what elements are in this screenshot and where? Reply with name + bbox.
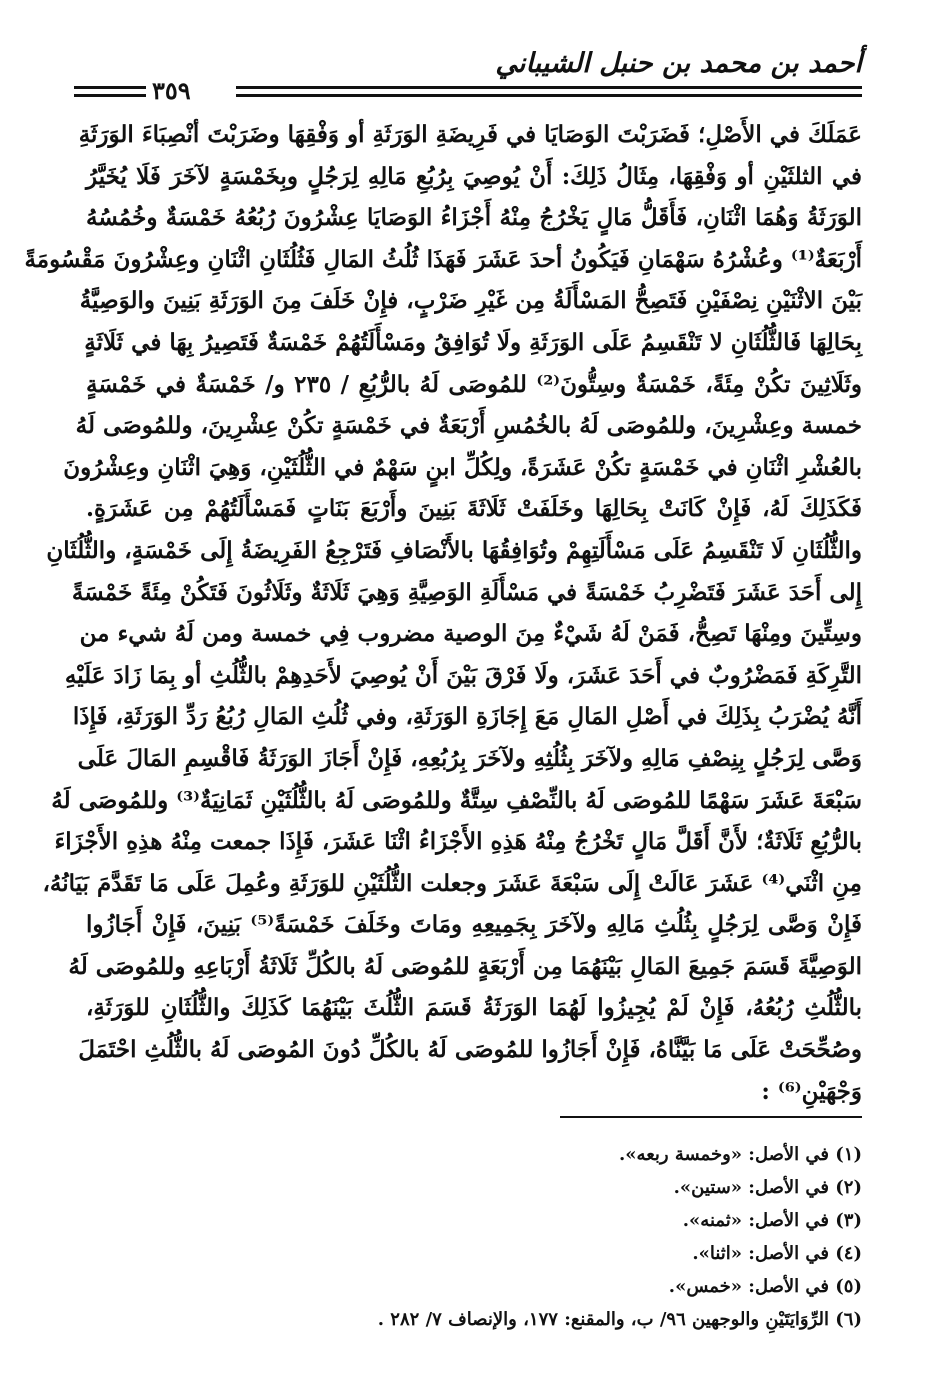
footnote: (٦) الرِّوَايَتَيْنِ والوجهين ٩٦/ ب، والمقنع: ١٧٧، والإنصاف ٧/ ٢٨٢ . — [377, 1309, 862, 1330]
running-header-title: أحمد بن محمد بن حنبل الشيباني — [495, 48, 862, 79]
page-number: ٣٥٩ — [152, 76, 191, 105]
header-rule — [236, 94, 862, 97]
text-line: بالعُشْرِ اثْنَانِ في خَمْسَةٍ تكُنْ عَشَرَةً، ولِكُلِّ ابنٍ سَهْمٌ في الثُّلُثَيْنِ، وَهِيَ اثْنَانِ وعِشْرُونَ — [63, 453, 862, 481]
text-line: بالرُّبُعِ ثَلَاثَةٌ؛ لأَنَّ أَقَلَّ مَالٍ تَخْرُجُ مِنْهُ هَذِهِ الأَجْزَاءُ اثْنَا عَشَرَ، فَإِذَا جمعت مِنْهُ هذِهِ الأَجْزَاءَ — [54, 828, 862, 856]
footnote: (٣) في الأصل: «ثمنه». — [682, 1210, 862, 1231]
text-line: إِلى أَحَدَ عَشَرَ فَتَضْرِبُ خَمْسَةً في مَسْأَلَةِ الوَصِيَّةِ وَهِيَ ثَلَاثَةٌ وثَلَاثُونَ فَتَكُنْ مِئَةً خَمْسَةً — [71, 578, 862, 606]
text-line: فَكَذَلِكَ لَهُ، فَإِنْ كَانَتْ بِحَالِهَا وخَلَفَتْ ثَلَاثَةَ بَنِينَ وأَرْبَعَ بَنَاتٍ فَمَسْأَلَتُهُمْ مِن عَشَرَةٍ. — [86, 495, 862, 523]
text-line: الوَرَثَةُ وَهُمَا اثْنَانِ، فَأَقَلُّ مَالٍ يَخْرُجُ مِنْهُ أَجْزَاءُ الوَصَايَا عِشْرُونَ رُبُعُهُ خَمْسَةٌ وخُمُسُهُ — [86, 204, 862, 232]
header-rule-short — [74, 94, 146, 97]
text-line: الوَصِيَّةَ قَسَمَ جَمِيعَ المَالِ بَيْنَهُمَا مِن أَرْبَعَةٍ للمُوصَى لَهُ بالكُلِّ ثَلَاثَةُ أَرْبَاعِهِ وللمُوصَى لَهُ — [68, 952, 862, 980]
text-line: بَيْنَ الاثْنَيْنِ نِصْفَيْنِ فَتَصِحُّ المَسْأَلَةُ مِن غَيْرِ ضَرْبٍ، فإِنْ خَلَفَ مِنَ الوَرَثَةِ بَنِينَ والوَصِيَّةُ — [79, 287, 862, 315]
text-line: وسِتِّينَ ومِنْهَا تَصِحُّ، فَمَنْ لَهُ شَيْءٌ مِنَ الوصية مضروب فِي خمسة ومن لَهُ شيء من — [79, 620, 862, 648]
text-line: أَنَّهُ يُضْرَبُ بِذَلِكَ في أَصْلِ المَالِ مَعَ إِجَازَةِ الوَرَثَةِ، وفي ثُلُثِ المَالِ رُبُعُ رَدِّ الوَرَثَةِ، فَإِذَا — [72, 703, 862, 731]
text-line: وصُحِّحَتْ عَلَى مَا بَيَّنَّاهُ، فَإِنْ أَجَازُوا للمُوصَى لَهُ بالكُلِّ دُونَ المُوصَى لَهُ بالثُّلُثِ احْتَمَلَ — [78, 1036, 862, 1064]
text-line: سَبْعَةَ عَشَرَ سَهْمًا للمُوصَى لَهُ بالنِّصْفِ سِتَّةٌ وللمُوصَى لَهُ بالثُّلُثَيْنِ ثَمَانِيَةٌ⁽³⁾ وللمُوصَى لَهُ — [51, 786, 862, 814]
text-line: مِنِ اثْنَي⁽⁴⁾ عَشَرَ عَالَتْ إِلَى سَبْعَةَ عَشَرَ وجعلت الثُّلُثَيْنِ للوَرَثَةِ وعُمِلَ عَلَى مَا تَقَدَّمَ بَيَانُهُ، — [42, 869, 862, 897]
text-line: فَإِنْ وَصَّى لِرَجُلٍ بِثُلُثِ مَالِهِ ولآخَرَ بِجَمِيعِهِ ومَاتَ وخَلَفَ خَمْسَةً⁽⁵⁾ بَنِينَ، فَإِنْ أَجَازُوا — [86, 911, 862, 939]
text-line: بِحَالِهَا فَالثُّلُثَانِ لا تَنْقَسِمُ عَلَى الوَرَثَةِ ولَا تُوَافِقُ ومَسْأَلَتُهُمْ خَمْسَةٌ فَتَصِيرُ بِهَا في ثَلَاثَةٍ — [84, 328, 862, 356]
text-line: عَمَلَكَ في الأَصْلِ؛ فَضَرَبْتَ الوَصَايَا في فَرِيضَةِ الوَرَثَةِ أو وَفْقِهَا وضَرَبْتَ أنْصِبَاءَ الوَرَثَةِ — [78, 121, 862, 148]
text-line: في الثلثَيْنِ أو وَفْقِهَا، مِثَالُ ذَلِكَ: أَنْ يُوصِيَ بِرُبُعِ مَالِهِ لِرَجُلٍ وبِخَمْسَةٍ لآخَرَ فَلَا يُخَيَّرُ — [86, 162, 862, 190]
header-rule-short — [74, 86, 146, 89]
header-rule — [236, 86, 862, 89]
footnote: (٢) في الأصل: «ستين». — [673, 1177, 862, 1198]
text-line: وثَلَاثِينَ تكُنْ مِئَةً، خَمْسَةٌ وسِتُّونَ⁽²⁾ للمُوصَى لَهُ بالرُّبُعِ / ٢٣٥ و/ خَمْسَةٌ في خَمْسَةٍ — [86, 370, 862, 398]
text-line: بالثُّلُثِ رُبُعُهُ، فَإِنْ لَمْ يُجِيزُوا لَهُمَا الوَرَثَةُ قَسَمَ الثُّلُثَ بَيْنَهُمَا كَذَلِكَ والثُّلُثَانِ للوَرَثَةِ، — [86, 994, 862, 1022]
text-line: وَجْهَيْنِ⁽⁶⁾ : — [761, 1077, 862, 1105]
text-line: خمسة وعِشْرِينَ، وللمُوصَى لَهُ بالخُمُسِ أَرْبَعَةٌ في خَمْسَةٍ تكُنْ عِشْرِينَ، وللمُوصَى لَهُ — [75, 412, 862, 440]
text-line: أَرْبَعَةٌ⁽¹⁾ وعُشْرُهُ سَهْمَانِ فَيَكُونُ أحدَ عَشَرَ فَهَذَا ثُلُثُ المَالِ فَثُلُثَانِ اثْنَانِ وعِشْرُونَ مَقْسُومَةً — [24, 245, 862, 273]
footnote: (١) في الأصل: «وخمسة ربعه». — [619, 1144, 862, 1165]
footnotes — [378, 1138, 862, 1336]
text-line: التَّرِكَةِ فَمَضْرُوبٌ في أَحَدَ عَشَرَ، ولَا فَرْقَ بَيْنَ أَنْ يُوصِيَ لأَحَدِهِمْ بالثُّلُثِ أو بِمَا زَادَ عَلَيْهِ — [64, 661, 862, 689]
body-text — [24, 114, 862, 1112]
footnote: (٥) في الأصل: «خمس». — [668, 1276, 862, 1297]
footnote-separator — [560, 1116, 862, 1118]
footnote: (٤) في الأصل: «اثنا». — [692, 1243, 862, 1264]
text-line: وَصَّى لِرَجُلٍ بِنِصْفِ مَالِهِ ولآخَرَ بِثُلُثِهِ ولآخَرَ بِرُبُعِهِ، فَإِنْ أَجَازَ الوَرَثَةُ فَاقْسِمِ المَالَ عَلَى — [77, 744, 862, 772]
text-line: والثُّلُثَانِ لَا تَنْقَسِمُ عَلَى مَسْأَلَتِهِمْ وتُوَافِقُهَا بالأَنْصَافِ فَتَرْجِعُ الفَرِيضَةُ إِلَى خَمْسَةٍ، والثُّلُثَانِ — [46, 536, 862, 564]
